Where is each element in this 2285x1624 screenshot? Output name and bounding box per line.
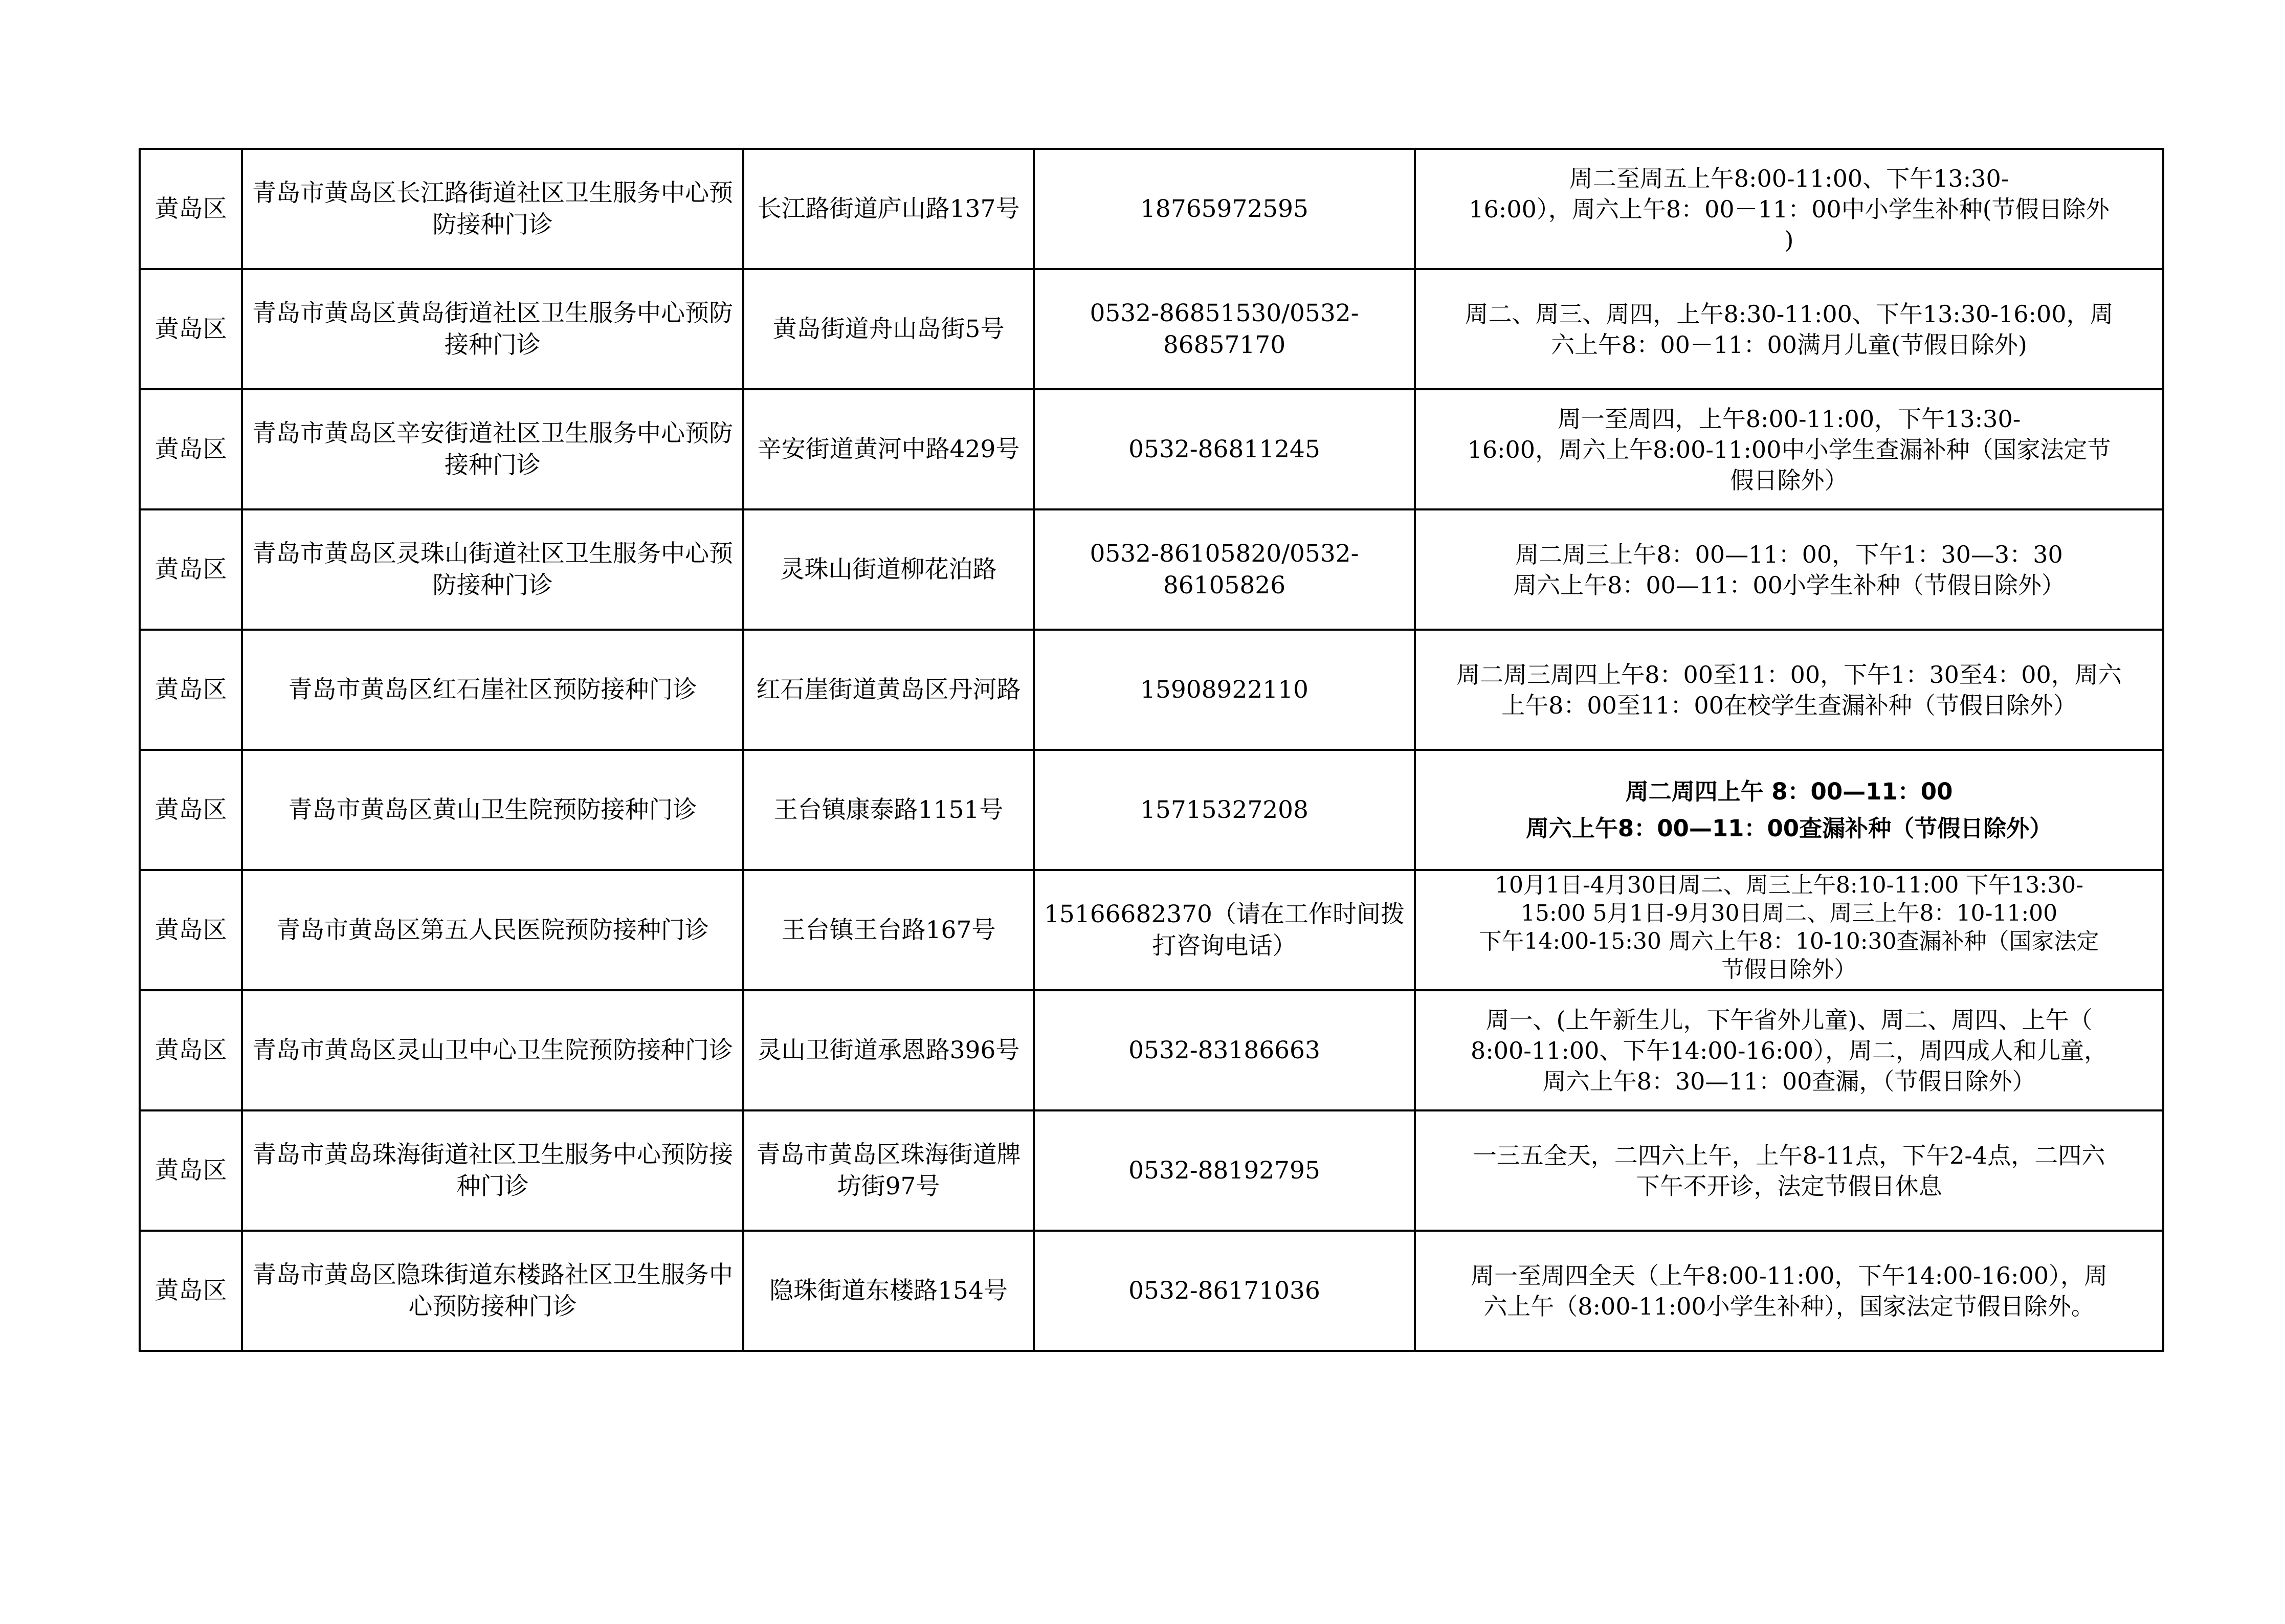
hours-cell (1415, 149, 2163, 269)
hours-cell (1415, 990, 2163, 1110)
vaccination-clinic-table (139, 148, 2164, 1352)
district-cell: 黄岛区 (140, 509, 242, 630)
district-cell: 黄岛区 (140, 389, 242, 509)
hours-cell (1415, 630, 2163, 750)
phone-cell: 0532-86851530/0532-86857170 (1034, 269, 1415, 389)
hours-line: 16:00），周六上午8：00－11：00中小学生补种(节假日除外 (1469, 195, 2110, 223)
hours-line: 六上午（8:00-11:00小学生补种），国家法定节假日除外。 (1483, 1292, 2095, 1320)
hours-line: 周二至周五上午8:00-11:00、下午13:30- (1569, 164, 2009, 192)
table-row (140, 1231, 2163, 1351)
table-row (140, 750, 2163, 870)
clinic-name-cell: 青岛市黄岛区黄岛街道社区卫生服务中心预防接种门诊 (242, 269, 743, 389)
hours-cell (1415, 750, 2163, 870)
address-cell: 王台镇王台路167号 (743, 870, 1034, 990)
address-cell: 王台镇康泰路1151号 (743, 750, 1034, 870)
table-row (140, 149, 2163, 269)
hours-line: 周六上午8：00—11：00小学生补种（节假日除外） (1513, 571, 2065, 599)
address-cell: 青岛市黄岛区珠海街道牌坊街97号 (743, 1110, 1034, 1231)
phone-cell: 15908922110 (1034, 630, 1415, 750)
hours-line: 周一至周四，上午8:00-11:00，下午13:30- (1557, 405, 2021, 433)
district-cell: 黄岛区 (140, 870, 242, 990)
hours-line: 节假日除外） (1721, 956, 1857, 983)
address-cell: 隐珠街道东楼路154号 (743, 1231, 1034, 1351)
address-cell: 灵珠山街道柳花泊路 (743, 509, 1034, 630)
table-body (140, 149, 2163, 1351)
clinic-name-cell: 青岛市黄岛区第五人民医院预防接种门诊 (242, 870, 743, 990)
address-cell: 灵山卫街道承恩路396号 (743, 990, 1034, 1110)
table-row (140, 509, 2163, 630)
district-cell: 黄岛区 (140, 1231, 242, 1351)
district-cell: 黄岛区 (140, 269, 242, 389)
hours-line: 15:00 5月1日-9月30日周二、周三上午8：10-11:00 (1520, 900, 2058, 926)
district-cell: 黄岛区 (140, 1110, 242, 1231)
table-row (140, 870, 2163, 990)
hours-cell (1415, 509, 2163, 630)
hours-line: 周二周四上午 8：00—11：00 (1625, 777, 1953, 805)
hours-line: 一三五全天，二四六上午，上午8-11点，下午2-4点，二四六 (1473, 1141, 2105, 1169)
hours-line: 8:00-11:00、下午14:00-16:00），周二，周四成人和儿童， (1470, 1036, 2108, 1064)
phone-cell: 0532-86171036 (1034, 1231, 1415, 1351)
phone-cell: 0532-88192795 (1034, 1110, 1415, 1231)
hours-line: 六上午8：00－11：00满月儿童(节假日除外) (1551, 330, 2027, 359)
table-row (140, 269, 2163, 389)
hours-line: 16:00，周六上午8:00-11:00中小学生查漏补种（国家法定节 (1467, 435, 2111, 463)
clinic-name-cell: 青岛市黄岛区黄山卫生院预防接种门诊 (242, 750, 743, 870)
hours-line: 上午8：00至11：00在校学生查漏补种（节假日除外） (1501, 691, 2077, 719)
hours-line: 10月1日-4月30日周二、周三上午8:10-11:00 下午13:30- (1495, 872, 2083, 898)
table-row (140, 990, 2163, 1110)
hours-cell (1415, 870, 2163, 990)
hours-line: 周二、周三、周四，上午8:30-11:00、下午13:30-16:00，周 (1465, 300, 2114, 328)
district-cell: 黄岛区 (140, 630, 242, 750)
address-cell: 长江路街道庐山路137号 (743, 149, 1034, 269)
table-row (140, 1110, 2163, 1231)
hours-line: 周二周三周四上午8：00至11：00，下午1：30至4：00，周六 (1456, 660, 2122, 688)
hours-line: 下午14:00-15:30 周六上午8：10-10:30查漏补种（国家法定 (1479, 928, 2099, 954)
phone-cell: 15166682370（请在工作时间拨打咨询电话） (1034, 870, 1415, 990)
phone-cell: 0532-86105820/0532-86105826 (1034, 509, 1415, 630)
clinic-name-cell: 青岛市黄岛区隐珠街道东楼路社区卫生服务中心预防接种门诊 (242, 1231, 743, 1351)
hours-line: 周六上午8：30—11：00查漏，（节假日除外） (1542, 1067, 2036, 1095)
hours-cell (1415, 1231, 2163, 1351)
hours-line: 周一、(上午新生儿，下午省外儿童)、周二、周四、上午（ (1485, 1006, 2093, 1034)
clinic-name-cell: 青岛市黄岛区灵珠山街道社区卫生服务中心预防接种门诊 (242, 509, 743, 630)
clinic-name-cell: 青岛市黄岛区辛安街道社区卫生服务中心预防接种门诊 (242, 389, 743, 509)
hours-line: 周一至周四全天（上午8:00-11:00，下午14:00-16:00），周 (1470, 1261, 2108, 1289)
phone-cell: 0532-86811245 (1034, 389, 1415, 509)
address-cell: 黄岛街道舟山岛街5号 (743, 269, 1034, 389)
phone-cell: 18765972595 (1034, 149, 1415, 269)
hours-cell (1415, 269, 2163, 389)
clinic-name-cell: 青岛市黄岛珠海街道社区卫生服务中心预防接种门诊 (242, 1110, 743, 1231)
clinic-name-cell: 青岛市黄岛区红石崖社区预防接种门诊 (242, 630, 743, 750)
district-cell: 黄岛区 (140, 149, 242, 269)
hours-line: ) (1784, 226, 1794, 254)
hours-cell (1415, 389, 2163, 509)
hours-line: 周六上午8：00—11：00查漏补种（节假日除外） (1525, 814, 2053, 842)
table-row (140, 630, 2163, 750)
phone-cell: 0532-83186663 (1034, 990, 1415, 1110)
clinic-name-cell: 青岛市黄岛区长江路街道社区卫生服务中心预防接种门诊 (242, 149, 743, 269)
table-row (140, 389, 2163, 509)
district-cell: 黄岛区 (140, 990, 242, 1110)
phone-cell: 15715327208 (1034, 750, 1415, 870)
clinic-name-cell: 青岛市黄岛区灵山卫中心卫生院预防接种门诊 (242, 990, 743, 1110)
address-cell: 红石崖街道黄岛区丹河路 (743, 630, 1034, 750)
hours-line: 下午不开诊，法定节假日休息 (1636, 1172, 1942, 1200)
address-cell: 辛安街道黄河中路429号 (743, 389, 1034, 509)
hours-line: 周二周三上午8：00—11：00，下午1：30—3：30 (1515, 540, 2063, 568)
hours-line: 假日除外） (1730, 466, 1848, 494)
hours-cell (1415, 1110, 2163, 1231)
district-cell: 黄岛区 (140, 750, 242, 870)
